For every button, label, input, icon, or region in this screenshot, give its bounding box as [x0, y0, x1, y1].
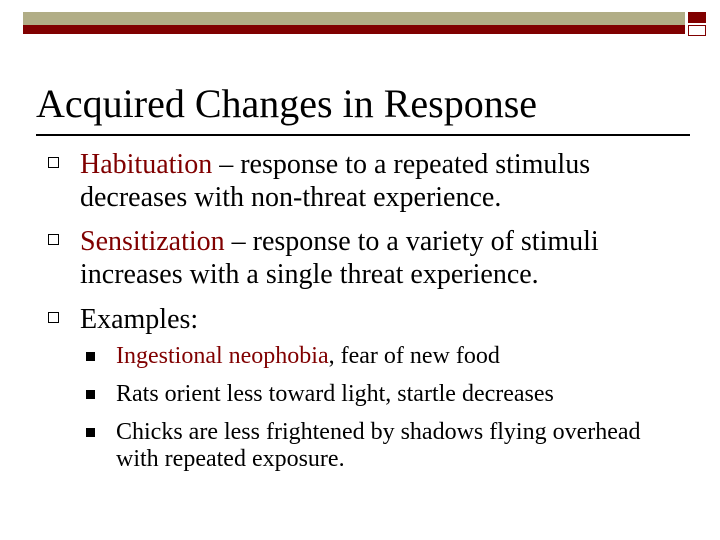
corner-squares — [688, 12, 708, 38]
bullet-square-icon — [48, 303, 59, 335]
bullet-text: – response to a variety of stimuli increases with a single threat experience. — [80, 226, 599, 290]
term-neophobia: Ingestional neophobia — [116, 343, 329, 369]
sub-bullet-square-icon — [86, 352, 95, 361]
sub-bullet-text: , fear of new food — [328, 343, 500, 369]
sub-bullet-neophobia — [116, 343, 686, 370]
sub-bullet-text: Chicks are less frightened by shadows flying overhead with repeated exposure. — [116, 419, 641, 472]
title-rule — [36, 134, 690, 136]
bullet-habituation — [80, 148, 700, 214]
sub-bullet-square-icon — [86, 390, 95, 399]
term-sensitization: Sensitization — [80, 226, 225, 257]
header-bar — [23, 12, 685, 34]
bullet-text: – response to a repeated stimulus decreases with non-threat experience. — [80, 149, 591, 213]
sub-bullet-text: Rats orient less toward light, startle decreases — [116, 381, 554, 407]
bullet-examples — [80, 303, 700, 336]
corner-square-filled — [688, 12, 706, 23]
header-bar-olive — [23, 12, 685, 25]
corner-square-outline — [688, 25, 706, 36]
header-bar-maroon — [23, 25, 685, 34]
bullet-sensitization — [80, 225, 700, 291]
bullet-square-icon — [48, 225, 59, 257]
bullet-square-icon — [48, 148, 59, 180]
sub-bullet-square-icon — [86, 428, 95, 437]
term-habituation: Habituation — [80, 149, 213, 180]
bullet-text: Examples: — [80, 304, 199, 335]
sub-bullet-chicks — [116, 419, 686, 473]
slide-title: Acquired Changes in Response — [36, 81, 538, 126]
sub-bullet-rats — [116, 381, 686, 408]
